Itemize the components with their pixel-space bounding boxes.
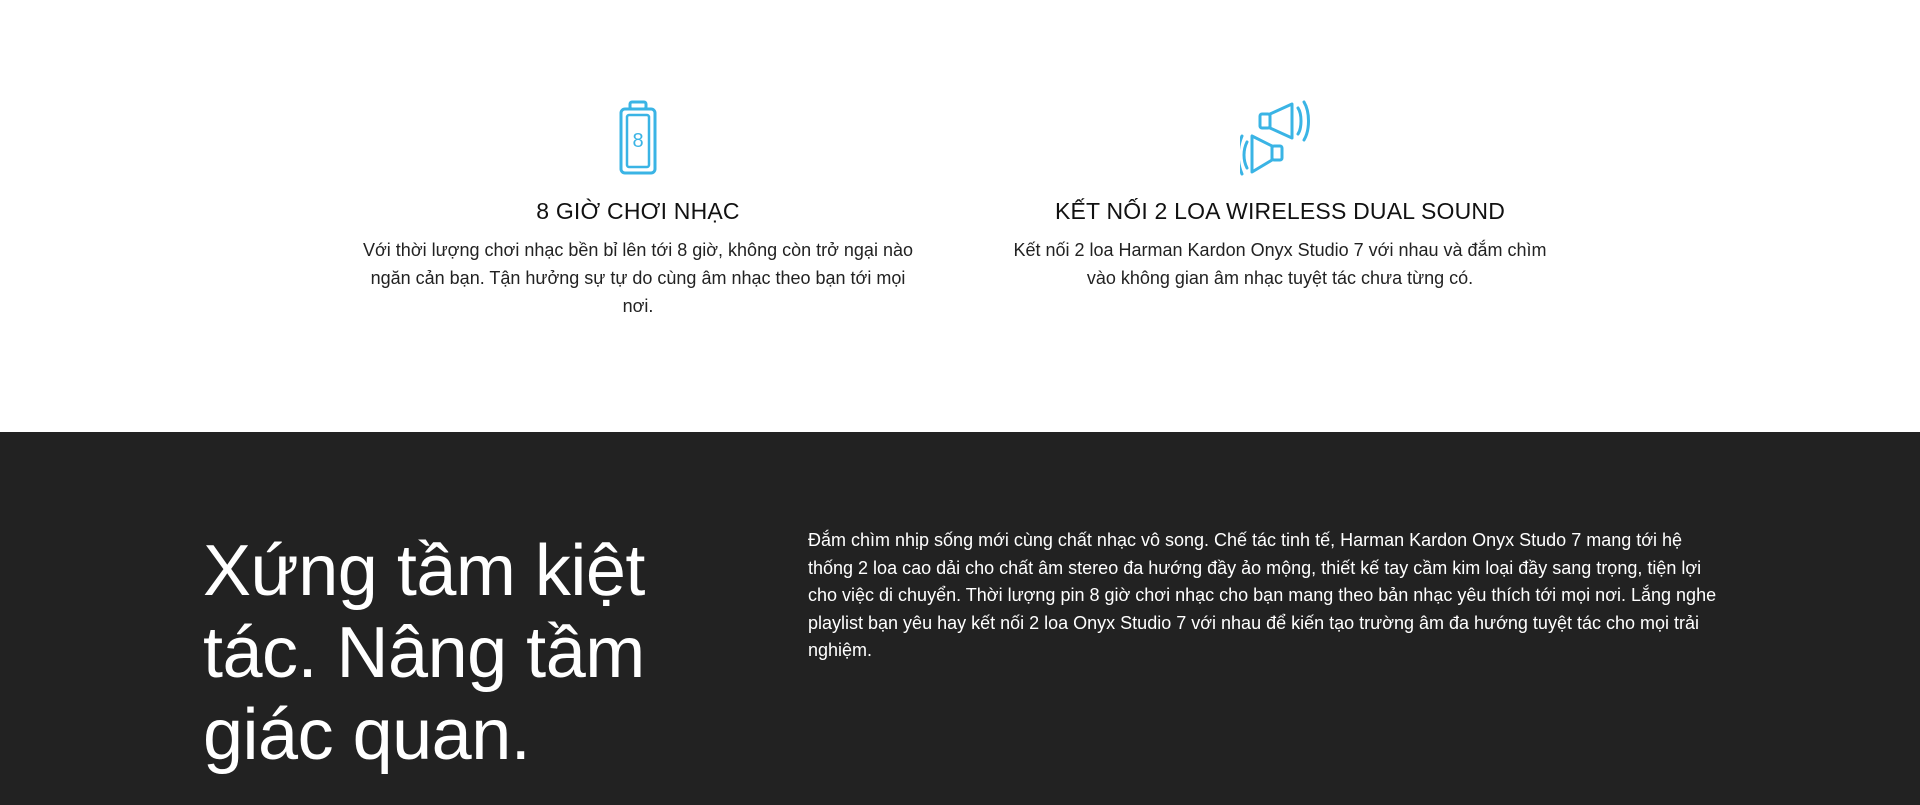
hero-body-text: Đắm chìm nhịp sống mới cùng chất nhạc vô song. Chế tác tinh tế, Harman Kardon Onyx Studo 7 mang tới hệ thống 2 loa cao dải cho chất âm stereo đa hướng đầy ảo mộng, thiết kế tay cầm kim loại đầy sang trọng, tiện lợi cho việc di chuyển. Thời lượng pin 8 giờ chơi nhạc cho bạn mang theo bản nhạc yêu thích tới mọi nơi. Lắng nghe playlist bạn yêu hay kết nối 2 loa Onyx Studio 7 với nhau để kiến tạo trường âm đa hướng tuyệt tác cho mọi trải nghiệm.: [808, 530, 1717, 660]
hero-section: [0, 432, 1920, 805]
feature-dual-sound: [1010, 100, 1550, 292]
feature-battery: [360, 100, 916, 320]
dual-speaker-icon: [1240, 100, 1320, 176]
feature-title-dual-sound: KẾT NỐI 2 LOA WIRELESS DUAL SOUND: [1054, 198, 1506, 224]
feature-desc-battery: Với thời lượng chơi nhạc bền bỉ lên tới 8 giờ, không còn trở ngại nào ngăn cản bạn. Tận hưởng sự tự do cùng âm nhạc theo bạn tới mọi nơi.: [363, 240, 913, 316]
battery-number-label: 8: [632, 130, 644, 152]
hero-headline: Xứng tầm kiệt tác. Nâng tầm giác quan.: [203, 531, 645, 775]
feature-title-battery: 8 GIỜ CHƠI NHẠC: [536, 198, 740, 224]
battery-8-icon: [618, 100, 658, 176]
feature-desc-dual-sound: Kết nối 2 loa Harman Kardon Onyx Studio 7 với nhau và đắm chìm vào không gian âm nhạc tuyệt tác chưa từng có.: [1013, 240, 1547, 288]
